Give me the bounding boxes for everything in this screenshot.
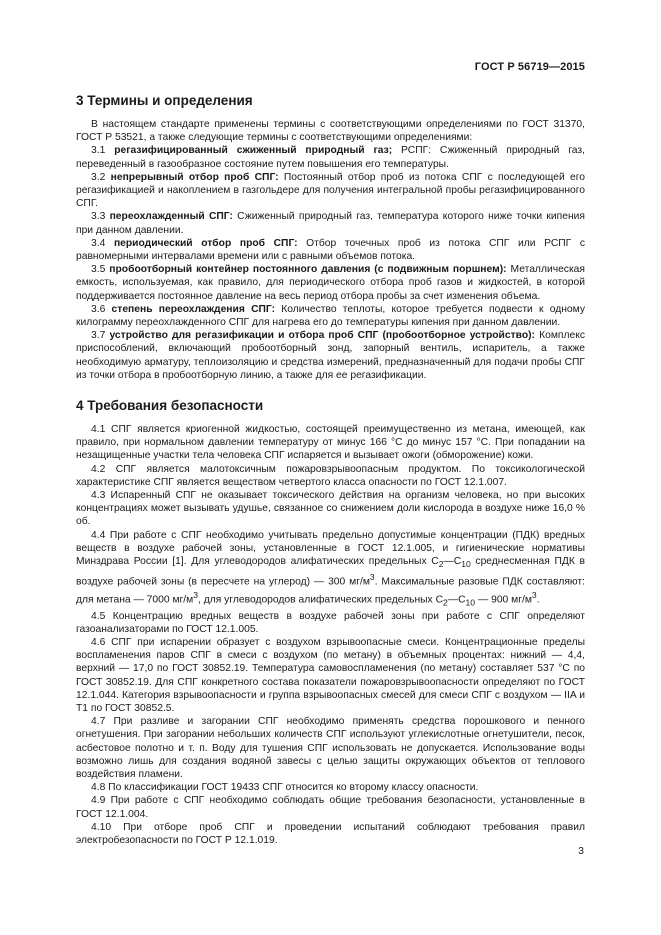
term-3-4 [76, 237, 585, 263]
term-number: 3.3 [91, 211, 106, 223]
paragraph-4-10: 4.10 При отборе проб СПГ и проведении испытаний соблюдают требования правил электробезопасности по ГОСТ Р 12.1.019. [76, 821, 585, 847]
paragraph-4-4 [76, 529, 585, 610]
term-title: переохлажденный СПГ: [109, 211, 233, 223]
section-4-title: 4 Требования безопасности [76, 398, 264, 414]
paragraph-4-9: 4.9 При работе с СПГ необходимо соблюдать общие требования безопасности, установленные в ГОСТ 12.1.004. [76, 795, 585, 820]
term-3-1 [76, 144, 585, 170]
term-number: 3.4 [91, 237, 106, 249]
paragraph-4-1: 4.1 СПГ является криогенной жидкостью, состоящей преимущественно из метана, имеющей, как правило, при нормальном давлении температуру от минус 166 °С до минус 157 °С. При попадании на незащищенные участки тела человека СПГ испаряется и вызывает ожоги (обморожение) кожи. [76, 424, 585, 462]
paragraph-4-6: 4.6 СПГ при испарении образует с воздухом взрывоопасные смеси. Концентрационные пределы воспламенения паров СПГ в смеси с воздухом (по метану) в объемных процентах: нижний — 4,4, верхний — 17,0 по ГОСТ 30852.19. Температура самовоспламенения (по метану) составляет 537 °С по ГОСТ 30852.19. Для СПГ конкретного состава показатели пожаровзрывоопасности определяют по ГОСТ 12.1.044. Категория взрывоопасности и группа взрывоопасных смесей для смеси СПГ с воздухом — IIA и T1 по ГОСТ 30852.5. [76, 637, 585, 715]
subscript: 10 [461, 559, 471, 570]
term-title: периодический отбор проб СПГ: [113, 237, 298, 249]
paragraph-4-8: 4.8 По классификации ГОСТ 19433 СПГ относится ко второму классу опасности. [91, 782, 479, 794]
text-run: 4.4 При работе с СПГ необходимо учитывать предельно допустимые концентрации (ПДК) вредных веществ в воздухе рабочей зоны, установленные в ГОСТ 12.1.005, и гигиенические нормативы Минздрава России [1]. Для углеводородов алифатических предельных С [76, 529, 585, 568]
text-run: . [536, 594, 540, 606]
term-title: непрерывный отбор проб СПГ: [110, 171, 279, 183]
term-definition: Комплекс приспособлений, включающий пробоотборный зонд, запорный вентиль, испаритель, а также необходимую арматуру, теплоизоляцию и средства измерений, предназначенный для подачи пробы СПГ из точки отбора в пробоотборную линию, а также для ее регазификации. [76, 330, 585, 381]
term-number: 3.7 [91, 330, 106, 342]
term-definition: Постоянный отбор проб из потока СПГ с последующей его регазификацией и накоплением в газгольдере для получения интегральной пробы регазифицированного СПГ. [76, 171, 585, 210]
term-3-2 [76, 171, 585, 211]
term-number: 3.1 [91, 145, 106, 157]
subscript: 2 [438, 559, 444, 570]
paragraph-4-7: 4.7 При разливе и загорании СПГ необходимо применять средства порошкового и пенного огнетушения. При загорании небольших количеств СПГ используют углекислотные огнетушители, песок, асбестовое полотно и т. п. Воду для тушения СПГ использовать не допускается. Использование воды возможно лишь для создания водяной завесы с целью защиты окружающих объектов от теплового воздействия пламени. [76, 716, 585, 781]
term-3-7 [76, 329, 585, 382]
text-run: —С [447, 594, 466, 606]
term-definition: Металлическая емкость, используемая, как правило, для периодического отбора проб газов и жидкостей, в которой поддерживается постоянное давление на весь период отбора пробы за счет изменения объема. [76, 264, 585, 302]
term-number: 3.2 [91, 171, 106, 183]
paragraph-4-2: 4.2 СПГ является малотоксичным пожаровзрывоопасным продуктом. По токсикологической характеристике СПГ является веществом четвертого класса опасности по ГОСТ 12.1.007. [76, 463, 585, 488]
text-run: . Максимальные разовые ПДК составляют: для метана — 7000 мг/м [76, 576, 585, 606]
document-number: ГОСТ Р 56719—2015 [474, 61, 585, 73]
term-definition: Отбор точечных проб из потока СПГ или РСПГ с равномерными интервалами времени или с равными объемов потока. [76, 237, 585, 263]
text-run: —С [443, 556, 462, 568]
term-number: 3.6 [91, 303, 106, 315]
superscript: 3 [193, 589, 198, 600]
term-definition: Сжиженный природный газ, температура которого ниже точки кипения при данном давлении. [76, 211, 585, 236]
superscript: 3 [369, 572, 375, 583]
term-definition: Количество теплоты, которое требуется подвести к одному килограмму переохлажденного СПГ для нагрева его до температуры кипения при данном давлении. [76, 303, 585, 329]
term-3-5 [76, 263, 585, 303]
term-number: 3.5 [91, 264, 106, 276]
section-3-title: 3 Термины и определения [76, 93, 253, 108]
term-title: устройство для регазификации и отбора проб СПГ (пробоотборное устройство): [109, 330, 535, 342]
term-3-6 [76, 303, 585, 329]
text-run: среднесменная ПДК в воздухе рабочей зоны (в пересчете на углерод) — 300 мг/м [76, 556, 585, 588]
superscript: 3 [531, 589, 537, 600]
term-title: степень переохлаждения СПГ: [111, 303, 276, 315]
paragraph-4-5: 4.5 Концентрацию вредных веществ в воздухе рабочей зоны при работе с СПГ определяют газоанализаторами по ГОСТ 12.1.005. [76, 610, 585, 635]
term-title: регазифицированный сжиженный природный газ; [114, 145, 393, 157]
term-title: пробоотборный контейнер постоянного давления (с подвижным поршнем): [109, 264, 507, 276]
term-definition: РСПГ: Сжиженный природный газ, переведенный в газообразное состояние путем повышения его температуры. [76, 145, 585, 170]
term-3-3 [76, 210, 585, 236]
text-run: — 900 мг/м [475, 594, 532, 606]
section-3-intro: В настоящем стандарте применены термины с соответствующими определениями по ГОСТ 31370, ГОСТ Р 53521, а также следующие термины с соответствующими определениями: [76, 119, 585, 144]
subscript: 10 [465, 597, 476, 608]
paragraph-4-3: 4.3 Испаренный СПГ не оказывает токсического действия на организм человека, но при высоких концентрациях может вызывать удушье, связанное со снижением доли кислорода в воздухе ниже 16,0 % об. [76, 490, 585, 528]
text-run: , для углеводородов алифатических предельных С [198, 594, 444, 606]
subscript: 2 [443, 597, 448, 608]
page-number: 3 [578, 845, 584, 857]
page-content [76, 93, 585, 847]
